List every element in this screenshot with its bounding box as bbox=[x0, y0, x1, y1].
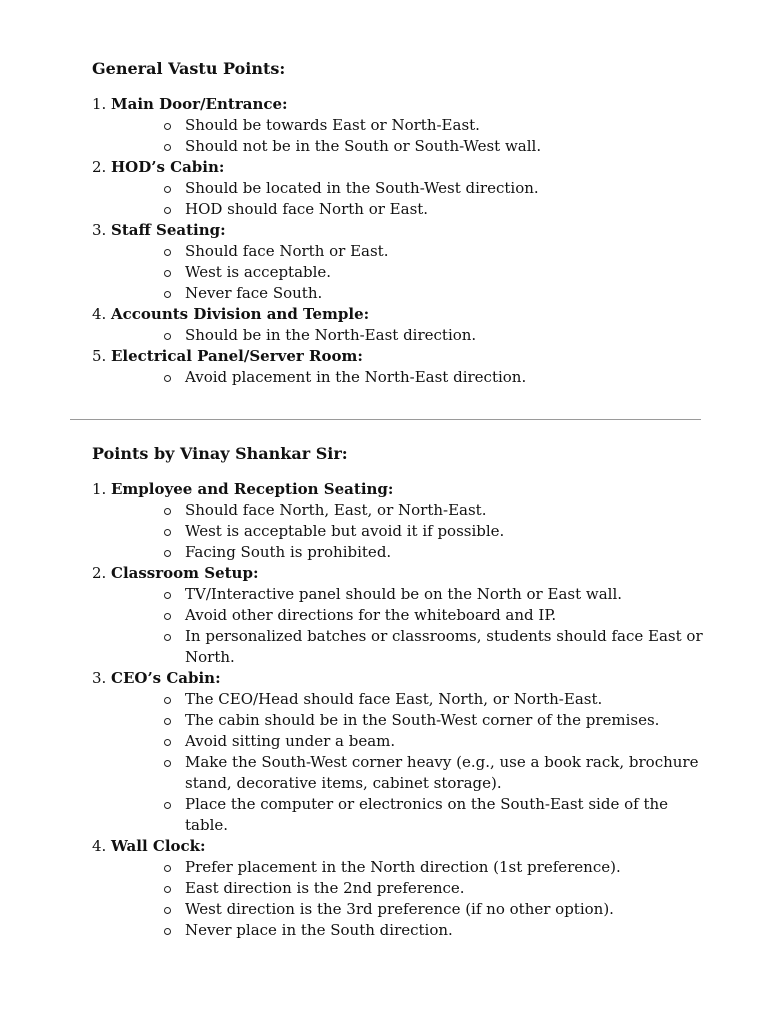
hollow-circle-bullet-icon bbox=[164, 802, 171, 809]
item-title: Employee and Reception Seating: bbox=[111, 480, 394, 498]
sub-point bbox=[185, 731, 704, 752]
hollow-circle-bullet-icon bbox=[164, 508, 171, 515]
sub-point-text: Avoid sitting under a beam. bbox=[185, 732, 396, 750]
sub-point-text: TV/Interactive panel should be on the North or East wall. bbox=[185, 585, 623, 603]
item-number: 5. bbox=[92, 347, 107, 365]
hollow-circle-bullet-icon bbox=[164, 291, 171, 298]
hollow-circle-bullet-icon bbox=[164, 907, 171, 914]
sub-point bbox=[185, 878, 704, 899]
item-title: Wall Clock: bbox=[111, 837, 206, 855]
sub-point-text: The cabin should be in the South-West corner of the premises. bbox=[185, 711, 660, 729]
sub-point-text: West is acceptable. bbox=[185, 263, 332, 281]
sub-point-text: Make the South-West corner heavy (e.g., use a book rack, brochure stand, decorative items, cabinet storage). bbox=[185, 753, 699, 792]
sub-point-list bbox=[111, 367, 704, 388]
section-general-vastu bbox=[92, 58, 704, 388]
section-heading: General Vastu Points: bbox=[92, 59, 286, 78]
sub-point-text: Place the computer or electronics on the South-East side of the table. bbox=[185, 795, 669, 834]
list-item bbox=[92, 668, 704, 836]
sub-point-list bbox=[111, 325, 704, 346]
item-number: 2. bbox=[92, 158, 107, 176]
sub-point-text: In personalized batches or classrooms, students should face East or North. bbox=[185, 627, 703, 666]
sub-point-text: Should face North or East. bbox=[185, 242, 389, 260]
point-list bbox=[92, 479, 704, 941]
sub-point-list bbox=[111, 241, 704, 304]
hollow-circle-bullet-icon bbox=[164, 207, 171, 214]
sub-point-text: East direction is the 2nd preference. bbox=[185, 879, 465, 897]
sub-point bbox=[185, 752, 704, 794]
hollow-circle-bullet-icon bbox=[164, 375, 171, 382]
sub-point-text: Never place in the South direction. bbox=[185, 921, 453, 939]
sub-point bbox=[185, 178, 704, 199]
section-heading: Points by Vinay Shankar Sir: bbox=[92, 444, 348, 463]
sub-point bbox=[185, 367, 704, 388]
list-item bbox=[92, 94, 704, 157]
item-number: 3. bbox=[92, 221, 107, 239]
item-title: HOD’s Cabin: bbox=[111, 158, 225, 176]
sub-point-list bbox=[111, 689, 704, 836]
item-title: Electrical Panel/Server Room: bbox=[111, 347, 363, 365]
sub-point-text: West direction is the 3rd preference (if no other option). bbox=[185, 900, 614, 918]
sub-point bbox=[185, 115, 704, 136]
sub-point-text: Should face North, East, or North-East. bbox=[185, 501, 487, 519]
sub-point bbox=[185, 710, 704, 731]
item-number: 4. bbox=[92, 305, 107, 323]
section-vinay-shankar bbox=[92, 443, 704, 941]
sub-point bbox=[185, 899, 704, 920]
item-number: 1. bbox=[92, 95, 107, 113]
sub-point-list bbox=[111, 500, 704, 563]
point-list bbox=[92, 94, 704, 388]
sub-point-text: Should be in the North-East direction. bbox=[185, 326, 477, 344]
sub-point-list bbox=[111, 857, 704, 941]
list-item bbox=[92, 346, 704, 388]
horizontal-divider bbox=[70, 419, 701, 420]
hollow-circle-bullet-icon bbox=[164, 886, 171, 893]
sub-point-text: HOD should face North or East. bbox=[185, 200, 429, 218]
sub-point bbox=[185, 283, 704, 304]
sub-point bbox=[185, 605, 704, 626]
sub-point bbox=[185, 262, 704, 283]
hollow-circle-bullet-icon bbox=[164, 144, 171, 151]
sub-point-text: Never face South. bbox=[185, 284, 323, 302]
list-item bbox=[92, 157, 704, 220]
item-title: CEO’s Cabin: bbox=[111, 669, 221, 687]
item-title: Staff Seating: bbox=[111, 221, 226, 239]
sub-point-text: The CEO/Head should face East, North, or North-East. bbox=[185, 690, 603, 708]
hollow-circle-bullet-icon bbox=[164, 592, 171, 599]
item-number: 3. bbox=[92, 669, 107, 687]
hollow-circle-bullet-icon bbox=[164, 613, 171, 620]
sub-point-text: Should be towards East or North-East. bbox=[185, 116, 480, 134]
sub-point-text: Avoid other directions for the whiteboard and IP. bbox=[185, 606, 557, 624]
sub-point-list bbox=[111, 115, 704, 157]
sub-point bbox=[185, 199, 704, 220]
sub-point bbox=[185, 542, 704, 563]
list-item bbox=[92, 220, 704, 304]
sub-point bbox=[185, 136, 704, 157]
hollow-circle-bullet-icon bbox=[164, 186, 171, 193]
item-number: 2. bbox=[92, 564, 107, 582]
item-title: Accounts Division and Temple: bbox=[111, 305, 370, 323]
sub-point bbox=[185, 325, 704, 346]
hollow-circle-bullet-icon bbox=[164, 760, 171, 767]
hollow-circle-bullet-icon bbox=[164, 697, 171, 704]
sub-point-list bbox=[111, 584, 704, 668]
hollow-circle-bullet-icon bbox=[164, 718, 171, 725]
sub-point bbox=[185, 500, 704, 521]
sub-point bbox=[185, 241, 704, 262]
hollow-circle-bullet-icon bbox=[164, 333, 171, 340]
sub-point bbox=[185, 794, 704, 836]
sub-point bbox=[185, 689, 704, 710]
sub-point-text: Should be located in the South-West direction. bbox=[185, 179, 539, 197]
hollow-circle-bullet-icon bbox=[164, 123, 171, 130]
sub-point bbox=[185, 521, 704, 542]
hollow-circle-bullet-icon bbox=[164, 634, 171, 641]
item-title: Classroom Setup: bbox=[111, 564, 259, 582]
list-item bbox=[92, 304, 704, 346]
hollow-circle-bullet-icon bbox=[164, 550, 171, 557]
sub-point bbox=[185, 920, 704, 941]
sub-point bbox=[185, 584, 704, 605]
item-title: Main Door/Entrance: bbox=[111, 95, 288, 113]
item-number: 1. bbox=[92, 480, 107, 498]
sub-point-text: Prefer placement in the North direction (1st preference). bbox=[185, 858, 621, 876]
hollow-circle-bullet-icon bbox=[164, 928, 171, 935]
list-item bbox=[92, 836, 704, 941]
hollow-circle-bullet-icon bbox=[164, 249, 171, 256]
sub-point bbox=[185, 626, 704, 668]
sub-point-text: Should not be in the South or South-West wall. bbox=[185, 137, 542, 155]
list-item bbox=[92, 563, 704, 668]
hollow-circle-bullet-icon bbox=[164, 739, 171, 746]
sub-point-text: Avoid placement in the North-East direction. bbox=[185, 368, 527, 386]
sub-point-list bbox=[111, 178, 704, 220]
hollow-circle-bullet-icon bbox=[164, 529, 171, 536]
sub-point bbox=[185, 857, 704, 878]
sub-point-text: Facing South is prohibited. bbox=[185, 543, 392, 561]
item-number: 4. bbox=[92, 837, 107, 855]
hollow-circle-bullet-icon bbox=[164, 270, 171, 277]
list-item bbox=[92, 479, 704, 563]
hollow-circle-bullet-icon bbox=[164, 865, 171, 872]
sub-point-text: West is acceptable but avoid it if possible. bbox=[185, 522, 505, 540]
